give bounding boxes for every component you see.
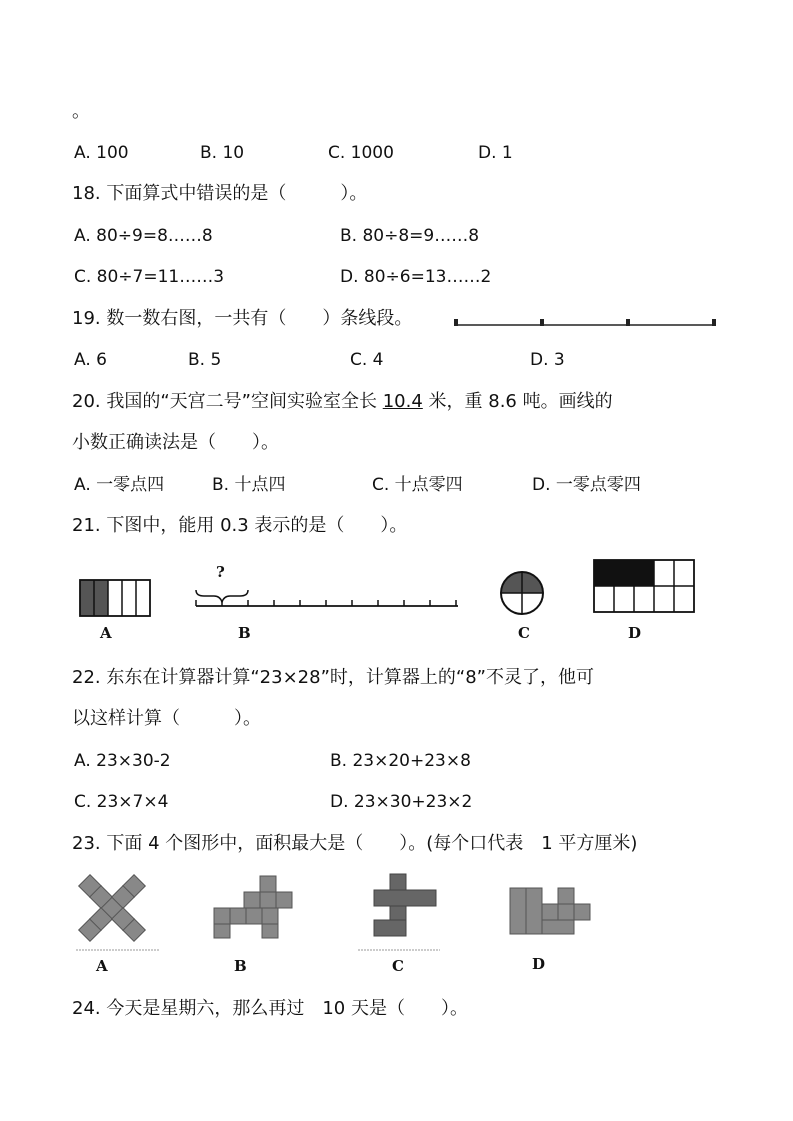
q22-stem-line2: 以这样计算（ ）。 bbox=[72, 708, 261, 729]
q18-option-c[interactable]: C. 80÷7=11……3 bbox=[74, 267, 225, 287]
q23-label-a: A bbox=[96, 957, 108, 975]
q20-stem bbox=[72, 390, 613, 414]
q20-option-d[interactable]: D. 一零点零四 bbox=[532, 475, 641, 495]
q23-figure-a bbox=[74, 870, 164, 954]
q18-stem: 18. 下面算式中错误的是（ ）。 bbox=[72, 183, 368, 204]
q23-label-b: B bbox=[234, 957, 247, 975]
q22-option-a[interactable]: A. 23×30-2 bbox=[74, 751, 171, 771]
q21-figure-b bbox=[192, 580, 462, 612]
q20-option-b[interactable]: B. 十点四 bbox=[212, 475, 286, 495]
q21-label-b: B bbox=[238, 624, 251, 642]
continuation-mark: 。 bbox=[72, 101, 90, 122]
q23-label-d: D bbox=[532, 955, 546, 973]
q21-question-mark: ? bbox=[216, 563, 225, 581]
q21-label-c: C bbox=[518, 624, 530, 642]
q23-figure-b bbox=[212, 874, 296, 940]
q20-stem-part1: 20. 我国的“天宫二号”空间实验室全长 bbox=[72, 391, 383, 412]
q20-option-a[interactable]: A. 一零点四 bbox=[74, 475, 165, 495]
q19-segment-figure bbox=[450, 312, 722, 332]
q23-figure-d bbox=[508, 886, 592, 938]
q18-option-d[interactable]: D. 80÷6=13……2 bbox=[340, 267, 492, 287]
q18-option-a[interactable]: A. 80÷9=8……8 bbox=[74, 226, 213, 246]
q17-option-a[interactable]: A. 100 bbox=[74, 143, 129, 163]
q20-underlined-number: 10.4 bbox=[382, 391, 423, 412]
q22-stem: 22. 东东在计算器计算“23×28”时，计算器上的“8”不灵了，他可 bbox=[72, 667, 594, 688]
q18-option-b[interactable]: B. 80÷8=9……8 bbox=[340, 226, 480, 246]
q19-option-a[interactable]: A. 6 bbox=[74, 350, 107, 370]
q24-stem: 24. 今天是星期六，那么再过 10 天是（ ）。 bbox=[72, 998, 468, 1019]
q21-figure-d bbox=[592, 558, 698, 616]
q22-option-d[interactable]: D. 23×30+23×2 bbox=[330, 792, 473, 812]
q17-option-d[interactable]: D. 1 bbox=[478, 143, 513, 163]
q23-stem: 23. 下面 4 个图形中，面积最大是（ ）。(每个口代表 1 平方厘米) bbox=[72, 833, 638, 854]
q20-stem-line2: 小数正确读法是（ ）。 bbox=[72, 432, 279, 453]
q21-stem: 21. 下图中，能用 0.3 表示的是（ ）。 bbox=[72, 515, 408, 536]
q20-option-c[interactable]: C. 十点零四 bbox=[372, 475, 463, 495]
q21-label-a: A bbox=[100, 624, 112, 642]
q21-figure-a bbox=[78, 578, 154, 620]
q19-option-d[interactable]: D. 3 bbox=[530, 350, 565, 370]
q19-option-c[interactable]: C. 4 bbox=[350, 350, 384, 370]
q20-stem-part2: 米，重 8.6 吨。画线的 bbox=[422, 391, 613, 412]
q19-option-b[interactable]: B. 5 bbox=[188, 350, 222, 370]
q23-figure-c bbox=[356, 872, 442, 954]
q19-stem: 19. 数一数右图，一共有（ ）条线段。 bbox=[72, 308, 413, 329]
q17-option-c[interactable]: C. 1000 bbox=[328, 143, 394, 163]
q23-label-c: C bbox=[392, 957, 404, 975]
q22-option-c[interactable]: C. 23×7×4 bbox=[74, 792, 169, 812]
q22-option-b[interactable]: B. 23×20+23×8 bbox=[330, 751, 471, 771]
q21-figure-c bbox=[496, 569, 548, 617]
q17-option-b[interactable]: B. 10 bbox=[200, 143, 245, 163]
q21-label-d: D bbox=[628, 624, 642, 642]
